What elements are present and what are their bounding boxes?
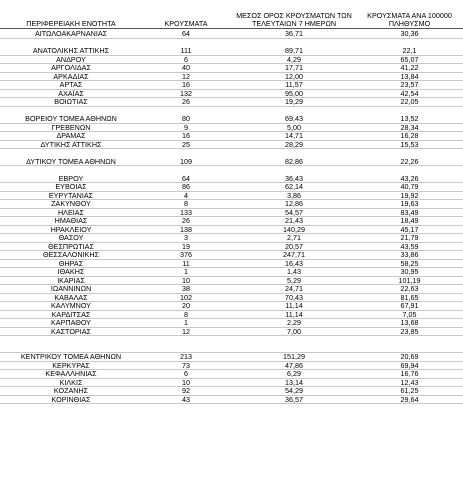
table-row — [0, 30, 463, 39]
avg-7day-cell: 2,71 — [287, 233, 301, 242]
cases-cell: 1 — [184, 267, 188, 276]
region-cell: ΑΝΑΤΟΛΙΚΗΣ ΑΤΤΙΚΗΣ — [32, 46, 110, 55]
per-100k-cell: 30,95 — [400, 267, 419, 276]
cases-cell: 11 — [182, 258, 190, 268]
cases-cell: 12 — [182, 326, 190, 336]
per-100k-cell: 45,17 — [400, 224, 419, 234]
cases-cell: 80 — [182, 114, 190, 123]
avg-7day-cell: 21,43 — [285, 216, 303, 225]
cases-cell: 1 — [184, 318, 188, 327]
per-100k-cell: 83,49 — [400, 207, 419, 217]
region-cell: ΑΡΓΟΛΙΔΑΣ — [51, 63, 91, 72]
cases-cell: 8 — [184, 309, 188, 319]
region-cell: ΕΥΒΟΙΑΣ — [55, 182, 87, 191]
avg-7day-cell: 11,57 — [285, 80, 303, 89]
per-100k-cell: 23,85 — [400, 326, 419, 336]
per-100k-cell: 58,25 — [400, 258, 419, 268]
cases-cell: 73 — [182, 360, 190, 370]
region-cell: ΑΡΤΑΣ — [59, 80, 83, 89]
cases-cell: 376 — [180, 250, 192, 259]
cases-cell: 109 — [180, 156, 192, 166]
table-row — [0, 98, 463, 107]
region-cell: ΘΗΡΑΣ — [58, 258, 84, 268]
avg-7day-cell: 7,00 — [287, 326, 301, 336]
region-cell: ΘΕΣΣΑΛΟΝΙΚΗΣ — [43, 250, 99, 259]
avg-7day-cell: 16,43 — [285, 258, 303, 268]
cases-cell: 38 — [182, 284, 190, 293]
region-cell: ΚΟΡΙΝΘΙΑΣ — [51, 394, 91, 404]
cases-cell: 26 — [182, 216, 190, 225]
per-100k-cell: 12,43 — [400, 377, 419, 387]
per-100k-cell: 29,64 — [400, 394, 419, 404]
table-body — [0, 30, 463, 404]
region-cell: ΗΛΕΙΑΣ — [57, 207, 85, 217]
region-cell: ΔΥΤΙΚΗΣ ΑΤΤΙΚΗΣ — [40, 139, 102, 149]
avg-7day-cell: 12,86 — [285, 199, 303, 208]
region-cell: ΘΕΣΠΡΩΤΙΑΣ — [48, 241, 94, 251]
avg-7day-cell: 13,14 — [285, 377, 303, 387]
region-cell: ΕΥΡΥΤΑΝΙΑΣ — [48, 190, 94, 200]
header-cases-per-100k: ΚΡΟΥΣΜΑΤΑ ΑΝΑ 100000 ΠΛΗΘΥΣΜΟ — [367, 11, 452, 28]
region-cell: ΚΙΛΚΙΣ — [59, 377, 83, 387]
per-100k-cell: 19,63 — [400, 199, 419, 208]
cases-cell: 64 — [182, 29, 190, 38]
avg-7day-cell: 4,29 — [287, 54, 301, 64]
avg-7day-cell: 70,43 — [285, 292, 303, 302]
region-cell: ΖΑΚΥΝΘΟΥ — [51, 199, 91, 208]
per-100k-cell: 43,26 — [400, 173, 419, 183]
cases-cell: 138 — [180, 224, 192, 234]
cases-cell: 8 — [184, 199, 188, 208]
avg-7day-cell: 3,86 — [287, 190, 301, 200]
table-row — [0, 158, 463, 167]
cases-cell: 10 — [182, 275, 190, 285]
avg-7day-cell: 95,00 — [285, 88, 303, 98]
avg-7day-cell: 89,71 — [285, 46, 303, 55]
avg-7day-cell: 1,43 — [287, 267, 301, 276]
region-cell: ΓΡΕΒΕΝΩΝ — [51, 122, 91, 132]
cases-cell: 9 — [184, 122, 188, 132]
avg-7day-cell: 5,00 — [287, 122, 301, 132]
cases-cell: 86 — [182, 182, 190, 191]
per-100k-cell: 13,68 — [400, 318, 419, 327]
cases-cell: 10 — [182, 377, 190, 387]
cases-cell: 92 — [182, 386, 190, 395]
cases-cell: 6 — [184, 54, 188, 64]
avg-7day-cell: 28,29 — [285, 139, 303, 149]
avg-7day-cell: 82,86 — [285, 156, 303, 166]
per-100k-cell: 69,94 — [400, 360, 419, 370]
cases-cell: 40 — [182, 63, 190, 72]
region-cell: ΗΜΑΘΙΑΣ — [54, 216, 88, 225]
per-100k-cell: 19,92 — [400, 190, 419, 200]
per-100k-cell: 16,28 — [400, 131, 419, 140]
region-cell: ΙΩΑΝΝΙΝΩΝ — [50, 284, 92, 293]
avg-7day-cell: 20,57 — [285, 241, 303, 251]
per-100k-cell: 61,25 — [400, 386, 419, 395]
avg-7day-cell: 11,14 — [285, 309, 303, 319]
region-cell: ΚΕΦΑΛΛΗΝΙΑΣ — [45, 369, 97, 378]
cases-cell: 16 — [182, 131, 190, 140]
avg-7day-cell: 54,29 — [285, 386, 303, 395]
region-cell: ΒΟΙΩΤΙΑΣ — [54, 97, 88, 106]
per-100k-cell: 22,05 — [400, 97, 419, 106]
per-100k-cell: 22,26 — [400, 156, 419, 166]
cases-cell: 12 — [182, 71, 190, 81]
cases-cell: 19 — [182, 241, 190, 251]
table-row — [0, 328, 463, 337]
avg-7day-cell: 2,29 — [287, 318, 301, 327]
per-100k-cell: 21,79 — [400, 233, 419, 242]
region-cell: ΚΑΒΑΛΑΣ — [54, 292, 88, 302]
avg-7day-cell: 247,71 — [283, 250, 305, 259]
per-100k-cell: 23,57 — [400, 80, 419, 89]
cases-cell: 25 — [182, 139, 190, 149]
region-cell: ΒΟΡΕΙΟΥ ΤΟΜΕΑ ΑΘΗΝΩΝ — [25, 114, 117, 123]
per-100k-cell: 65,07 — [400, 54, 419, 64]
region-cell: ΚΟΖΑΝΗΣ — [53, 386, 89, 395]
avg-7day-cell: 140,29 — [283, 224, 305, 234]
avg-7day-cell: 54,57 — [285, 207, 303, 217]
per-100k-cell: 41,22 — [400, 63, 419, 72]
region-cell: ΙΚΑΡΙΑΣ — [57, 275, 85, 285]
region-cell: ΚΑΣΤΟΡΙΑΣ — [51, 326, 91, 336]
per-100k-cell: 28,34 — [400, 122, 419, 132]
region-cell: ΚΕΝΤΡΙΚΟΥ ΤΟΜΕΑ ΑΘΗΝΩΝ — [20, 352, 122, 361]
region-cell: ΚΑΡΔΙΤΣΑΣ — [51, 309, 91, 319]
region-cell: ΚΑΛΥΜΝΟΥ — [51, 301, 91, 310]
region-cell: ΔΥΤΙΚΟΥ ΤΟΜΕΑ ΑΘΗΝΩΝ — [26, 156, 116, 166]
cases-cell: 20 — [182, 301, 190, 310]
per-100k-cell: 33,86 — [400, 250, 419, 259]
blank-row — [0, 336, 463, 345]
per-100k-cell: 42,54 — [400, 88, 419, 98]
per-100k-cell: 43,59 — [400, 241, 419, 251]
cases-cell: 102 — [180, 292, 192, 302]
per-100k-cell: 67,91 — [400, 301, 419, 310]
cases-cell: 132 — [180, 88, 192, 98]
region-cell: ΚΕΡΚΥΡΑΣ — [52, 360, 90, 370]
per-100k-cell: 16,76 — [400, 369, 419, 378]
per-100k-cell: 22,1 — [402, 46, 417, 55]
avg-7day-cell: 62,14 — [285, 182, 303, 191]
region-cell: ΑΙΤΩΛΟΑΚΑΡΝΑΝΙΑΣ — [34, 29, 108, 38]
avg-7day-cell: 6,29 — [287, 369, 301, 378]
region-cell: ΑΝΔΡΟΥ — [56, 54, 86, 64]
avg-7day-cell: 17,71 — [285, 63, 303, 72]
region-cell: ΙΘΑΚΗΣ — [57, 267, 85, 276]
per-100k-cell: 18,49 — [400, 216, 419, 225]
avg-7day-cell: 19,29 — [285, 97, 303, 106]
avg-7day-cell: 36,43 — [285, 173, 303, 183]
avg-7day-cell: 11,14 — [285, 301, 303, 310]
cases-cell: 26 — [182, 97, 190, 106]
per-100k-cell: 15,53 — [400, 139, 419, 149]
region-cell: ΗΡΑΚΛΕΙΟΥ — [50, 224, 92, 234]
avg-7day-cell: 14,71 — [285, 131, 303, 140]
region-cell: ΚΑΡΠΑΘΟΥ — [51, 318, 91, 327]
per-100k-cell: 30,36 — [400, 29, 419, 38]
region-cell: ΘΑΣΟΥ — [58, 233, 84, 242]
per-100k-cell: 13,52 — [400, 114, 419, 123]
table-row — [0, 396, 463, 405]
cases-cell: 43 — [182, 394, 190, 404]
table-row — [0, 141, 463, 150]
header-7day-average: ΜΕΣΟΣ ΟΡΟΣ ΚΡΟΥΣΜΑΤΩΝ ΤΩΝ ΤΕΛΕΥΤΑΙΩΝ 7 ΗΜΕΡΩΝ — [236, 11, 352, 28]
avg-7day-cell: 36,71 — [285, 29, 303, 38]
per-100k-cell: 13,84 — [400, 71, 419, 81]
region-cell: ΑΡΚΑΔΙΑΣ — [53, 71, 89, 81]
avg-7day-cell: 69,43 — [285, 114, 303, 123]
avg-7day-cell: 12,00 — [285, 71, 303, 81]
region-cell: ΑΧΑΪΑΣ — [58, 88, 84, 98]
avg-7day-cell: 47,86 — [285, 360, 303, 370]
cases-cell: 213 — [180, 352, 192, 361]
per-100k-cell: 7,05 — [402, 309, 417, 319]
per-100k-cell: 101,19 — [398, 275, 421, 285]
cases-cell: 6 — [184, 369, 188, 378]
avg-7day-cell: 36,57 — [285, 394, 303, 404]
header-cases: ΚΡΟΥΣΜΑΤΑ — [164, 19, 208, 28]
avg-7day-cell: 5,29 — [287, 275, 301, 285]
cases-cell: 133 — [180, 207, 192, 217]
cases-cell: 16 — [182, 80, 190, 89]
avg-7day-cell: 24,71 — [285, 284, 303, 293]
per-100k-cell: 20,69 — [400, 352, 419, 361]
cases-cell: 3 — [184, 233, 188, 242]
per-100k-cell: 40,79 — [400, 182, 419, 191]
header-region: ΠΕΡΙΦΕΡΕΙΑΚΗ ΕΝΟΤΗΤΑ — [26, 19, 116, 28]
region-cell: ΕΒΡΟΥ — [58, 173, 84, 183]
cases-cell: 111 — [180, 46, 192, 55]
avg-7day-cell: 151,29 — [283, 352, 305, 361]
region-cell: ΔΡΑΜΑΣ — [56, 131, 86, 140]
per-100k-cell: 22,63 — [400, 284, 419, 293]
cases-cell: 4 — [184, 190, 188, 200]
per-100k-cell: 81,65 — [400, 292, 419, 302]
cases-cell: 64 — [182, 173, 190, 183]
